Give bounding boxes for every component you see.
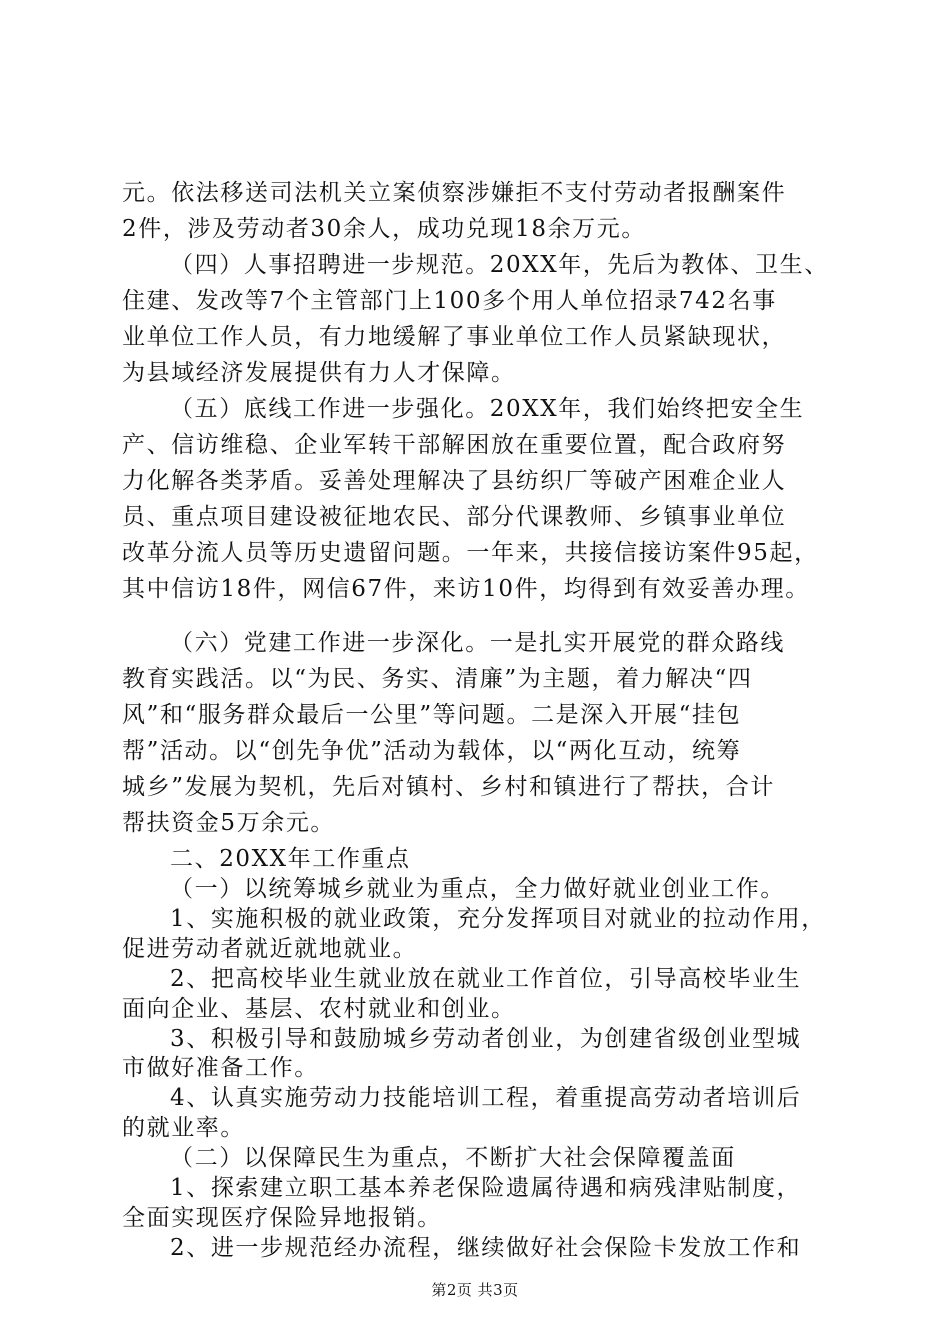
- body-text-line: 业单位工作人员，有力地缓解了事业单位工作人员紧缺现状，: [122, 324, 787, 350]
- body-text-line: 市做好准备工作。: [122, 1055, 319, 1081]
- body-text-line: 2、把高校毕业生就业放在就业工作首位，引导高校毕业生: [170, 966, 802, 992]
- body-text-line: 力化解各类茅盾。妥善处理解决了县纺织厂等破产困难企业人: [122, 468, 787, 494]
- body-text-line: （六）党建工作进一步深化。一是扎实开展党的群众路线: [170, 630, 785, 656]
- body-text-line: 改革分流人员等历史遗留问题。一年来，共接信接访案件95起，: [122, 540, 819, 566]
- body-text-line: 城乡”发展为契机，先后对镇村、乡村和镇进行了帮扶，合计: [122, 774, 775, 800]
- body-text-line: （五）底线工作进一步强化。20XX年，我们始终把安全生: [170, 396, 805, 422]
- page-number-footer: 第2页 共3页: [431, 1281, 519, 1299]
- body-text-line: 帮”活动。以“创先争优”活动为载体，以“两化互动，统筹: [122, 738, 742, 764]
- body-text-line: 其中信访18件，网信67件，来访10件，均得到有效妥善办理。: [122, 576, 810, 602]
- body-text-line: 教育实践活。以“为民、务实、清廉”为主题，着力解决“四: [122, 666, 753, 692]
- section-heading: 二、20XX年工作重点: [170, 846, 411, 872]
- body-text-line: 1、实施积极的就业政策，充分发挥项目对就业的拉动作用，: [170, 906, 826, 932]
- body-text-line: 2件，涉及劳动者30余人，成功兑现18余万元。: [122, 216, 646, 242]
- body-text-line: 4、认真实施劳动力技能培训工程，着重提高劳动者培训后: [170, 1085, 802, 1111]
- body-text-line: 住建、发改等7个主管部门上100多个用人单位招录742名事: [122, 288, 777, 314]
- body-text-line: （一）以统筹城乡就业为重点，全力做好就业创业工作。: [170, 876, 785, 902]
- body-text-line: 员、重点项目建设被征地农民、部分代课教师、乡镇事业单位: [122, 504, 787, 530]
- body-text-line: 2、进一步规范经办流程，继续做好社会保险卡发放工作和: [170, 1235, 802, 1261]
- body-text-line: 全面实现医疗保险异地报销。: [122, 1205, 442, 1231]
- body-text-line: 的就业率。: [122, 1115, 245, 1141]
- body-text-line: 元。依法移送司法机关立案侦察涉嫌拒不支付劳动者报酬案件: [122, 180, 787, 206]
- body-text-line: 1、探索建立职工基本养老保险遗属待遇和病残津贴制度，: [170, 1175, 802, 1201]
- body-text-line: 面向企业、基层、农村就业和创业。: [122, 996, 516, 1022]
- body-text-line: 风”和“服务群众最后一公里”等问题。二是深入开展“挂包: [122, 702, 742, 728]
- body-text-line: （四）人事招聘进一步规范。20XX年，先后为教体、卫生、: [170, 252, 829, 278]
- body-text-line: 帮扶资金5万余元。: [122, 810, 336, 836]
- body-text-line: 促进劳动者就近就地就业。: [122, 936, 418, 962]
- body-text-line: 为县域经济发展提供有力人才保障。: [122, 360, 516, 386]
- body-text-line: （二）以保障民生为重点，不断扩大社会保障覆盖面: [170, 1145, 736, 1171]
- body-text-line: 3、积极引导和鼓励城乡劳动者创业，为创建省级创业型城: [170, 1026, 802, 1052]
- body-text-line: 产、信访维稳、企业军转干部解困放在重要位置，配合政府努: [122, 432, 787, 458]
